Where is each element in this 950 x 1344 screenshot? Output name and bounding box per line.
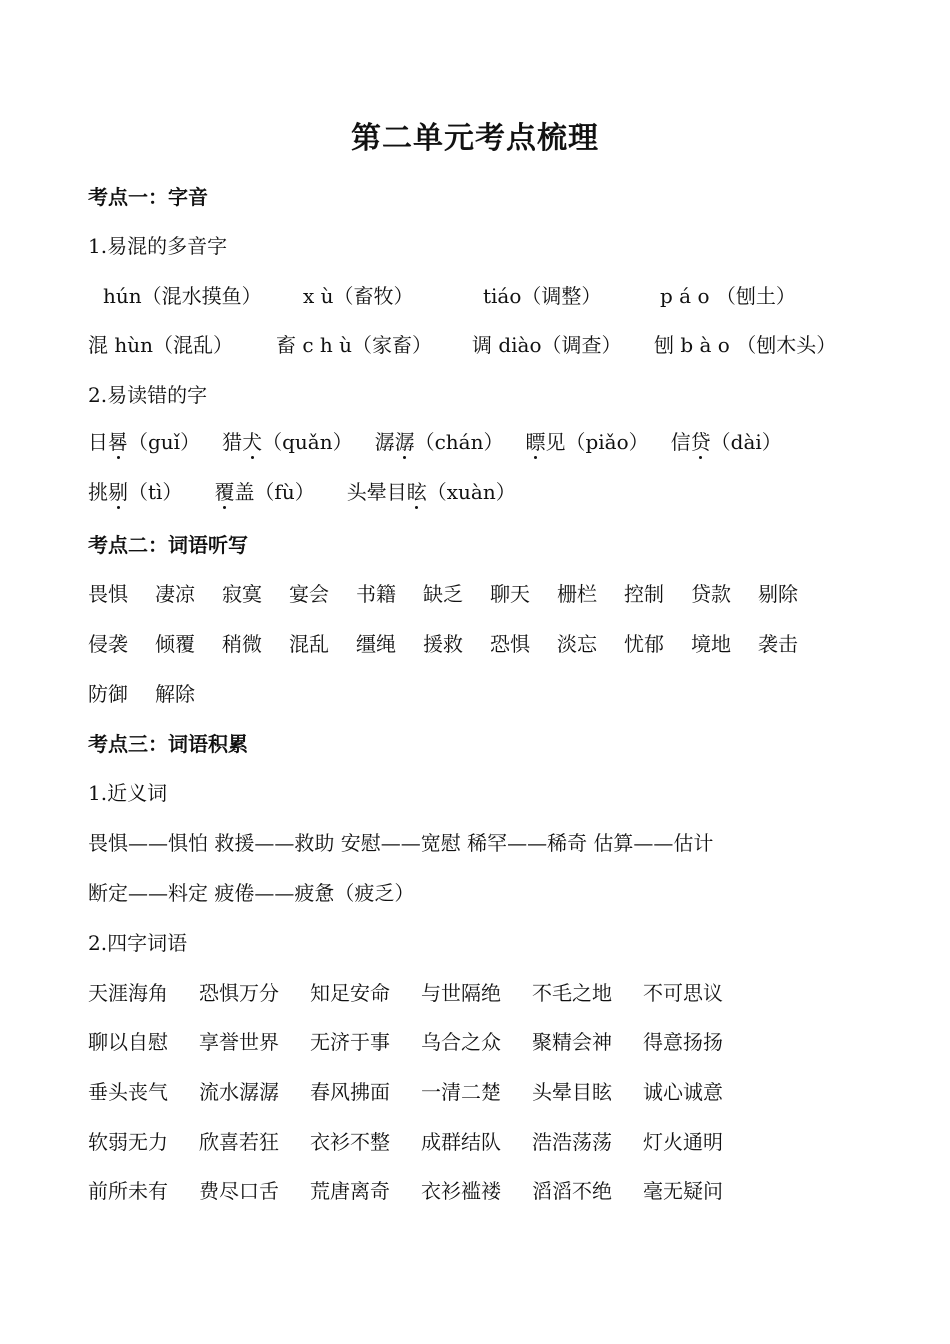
idiom-item: 与世隔绝: [421, 981, 501, 1005]
idiom-item: 头晕目眩: [532, 1080, 612, 1104]
synonym-row-1: 畏惧——惧怕 救援——救助 安慰——宽慰 稀罕——稀奇 估算——估计: [88, 831, 714, 855]
dictation-word: 缰绳: [356, 632, 396, 656]
dictation-row-2: [88, 630, 825, 658]
polyphone-item: hún（混水摸鱼）: [103, 284, 262, 308]
idiom-item: 流水潺潺: [199, 1080, 279, 1104]
idiom-item: 诚心诚意: [643, 1080, 723, 1104]
dictation-word: 缺乏: [423, 582, 463, 606]
dictation-word: 袭击: [758, 632, 798, 656]
idiom-item: 一清二楚: [421, 1080, 501, 1104]
synonym-row-2: 断定——料定 疲倦——疲惫（疲乏）: [88, 881, 415, 905]
idiom-item: 滔滔不绝: [532, 1179, 612, 1203]
polyphone-item: 畜 c h ù（家畜）: [276, 333, 433, 357]
idiom-row-1: [88, 979, 754, 1007]
dictation-word: 解除: [155, 682, 195, 706]
dictation-word: 凄凉: [155, 582, 195, 606]
idiom-item: 衣衫褴褛: [421, 1179, 501, 1203]
dictation-word: 援救: [423, 632, 463, 656]
idiom-row-2: [88, 1028, 754, 1056]
idiom-item: 费尽口舌: [199, 1179, 279, 1203]
idiom-item: 前所未有: [88, 1179, 168, 1203]
misread-item: 日晷（guǐ）: [88, 430, 201, 454]
misread-row-1: [88, 428, 804, 456]
dictation-word: 恐惧: [490, 632, 530, 656]
dictation-word: 控制: [624, 582, 664, 606]
idiom-item: 不毛之地: [532, 981, 612, 1005]
idiom-item: 软弱无力: [88, 1130, 168, 1154]
idiom-item: 成群结队: [421, 1130, 501, 1154]
idiom-item: 衣衫不整: [310, 1130, 390, 1154]
dictation-word: 宴会: [289, 582, 329, 606]
idiom-item: 不可思议: [643, 981, 723, 1005]
misread-item: 覆盖（fù）: [214, 480, 315, 504]
dictation-row-1: [88, 580, 825, 608]
dictation-word: 淡忘: [557, 632, 597, 656]
polyphone-item: tiáo（调整）: [483, 284, 602, 308]
misread-item: 潺潺（chán）: [374, 430, 504, 454]
misread-item: 瞟见（piǎo）: [525, 430, 649, 454]
dictation-word: 书籍: [356, 582, 396, 606]
idiom-item: 灯火通明: [643, 1130, 723, 1154]
misread-item: 挑剔（tì）: [88, 480, 183, 504]
dictation-word: 倾覆: [155, 632, 195, 656]
section2-heading: 考点二：词语听写: [88, 533, 248, 557]
dictation-word: 聊天: [490, 582, 530, 606]
idiom-item: 恐惧万分: [199, 981, 279, 1005]
idiom-item: 浩浩荡荡: [532, 1130, 612, 1154]
polyphone-item: 混 hùn（混乱）: [88, 333, 233, 357]
section1-sub2: 2.易读错的字: [88, 383, 208, 407]
idiom-row-4: [88, 1128, 754, 1156]
page-title: 第二单元考点梳理: [351, 121, 599, 156]
section3-sub2: 2.四字词语: [88, 931, 188, 955]
polyphone-item: 调 diào（调查）: [472, 333, 622, 357]
idiom-item: 知足安命: [310, 981, 390, 1005]
dictation-word: 畏惧: [88, 582, 128, 606]
idiom-item: 无济于事: [310, 1030, 390, 1054]
misread-item: 猎犬（quǎn）: [222, 430, 353, 454]
idiom-item: 垂头丧气: [88, 1080, 168, 1104]
dictation-word: 混乱: [289, 632, 329, 656]
section1-sub1: 1.易混的多音字: [88, 234, 228, 258]
idiom-item: 欣喜若狂: [199, 1130, 279, 1154]
misread-item: 头晕目眩（xuàn）: [346, 480, 516, 504]
section3-sub1: 1.近义词: [88, 781, 168, 805]
dictation-word: 贷款: [691, 582, 731, 606]
polyphone-row-1: [103, 282, 796, 310]
dictation-word: 剔除: [758, 582, 798, 606]
dictation-word: 寂寞: [222, 582, 262, 606]
polyphone-item: p á o （刨土）: [660, 284, 796, 308]
dictation-word: 栅栏: [557, 582, 597, 606]
idiom-item: 春风拂面: [310, 1080, 390, 1104]
idiom-row-5: [88, 1177, 754, 1205]
misread-item: 信贷（dài）: [670, 430, 782, 454]
idiom-item: 天涯海角: [88, 981, 168, 1005]
idiom-row-3: [88, 1078, 754, 1106]
idiom-item: 毫无疑问: [643, 1179, 723, 1203]
polyphone-row-2: [88, 331, 836, 359]
idiom-item: 享誉世界: [199, 1030, 279, 1054]
dictation-row-3: [88, 680, 222, 708]
idiom-item: 聚精会神: [532, 1030, 612, 1054]
polyphone-item: x ù（畜牧）: [303, 284, 414, 308]
dictation-word: 忧郁: [624, 632, 664, 656]
idiom-item: 聊以自慰: [88, 1030, 168, 1054]
dictation-word: 防御: [88, 682, 128, 706]
dictation-word: 境地: [691, 632, 731, 656]
misread-row-2: [88, 478, 538, 506]
section1-heading: 考点一：字音: [88, 185, 208, 209]
idiom-item: 荒唐离奇: [310, 1179, 390, 1203]
dictation-word: 稍微: [222, 632, 262, 656]
section3-heading: 考点三：词语积累: [88, 732, 248, 756]
polyphone-item: 刨 b à o （刨木头）: [654, 333, 837, 357]
idiom-item: 得意扬扬: [643, 1030, 723, 1054]
idiom-item: 乌合之众: [421, 1030, 501, 1054]
dictation-word: 侵袭: [88, 632, 128, 656]
